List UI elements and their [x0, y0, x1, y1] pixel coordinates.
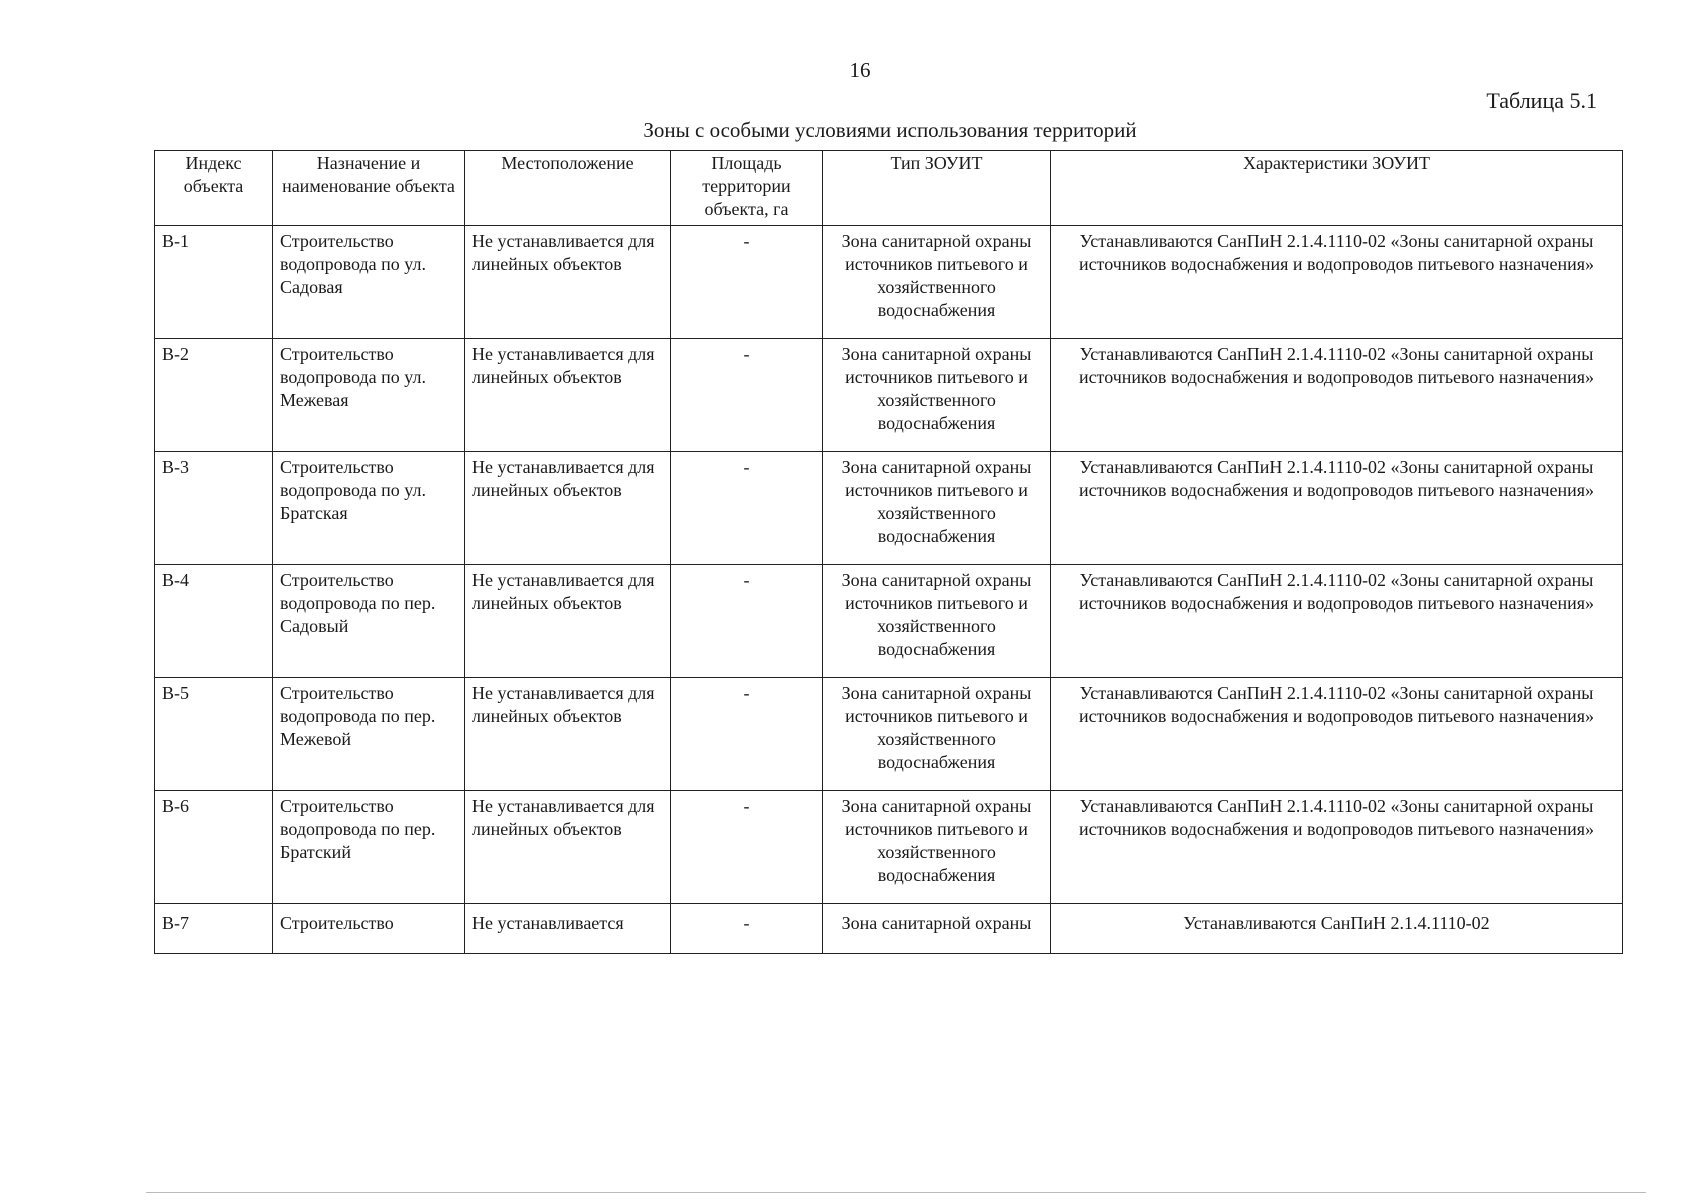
cell-name: Строительство водопровода по ул. Садовая [273, 226, 465, 339]
cell-location: Не устанавливается для линейных объектов [465, 791, 671, 904]
cell-name: Строительство водопровода по ул. Межевая [273, 339, 465, 452]
header-type: Тип ЗОУИТ [823, 151, 1051, 226]
cell-type: Зона санитарной охраны источников питьевого и хозяйственного водоснабжения [823, 565, 1051, 678]
cell-location: Не устанавливается для линейных объектов [465, 339, 671, 452]
cell-location: Не устанавливается для линейных объектов [465, 452, 671, 565]
table-row [155, 226, 1623, 339]
table-row [155, 339, 1623, 452]
cell-characteristics: Устанавливаются СанПиН 2.1.4.1110-02 [1051, 904, 1623, 954]
cell-area: - [671, 678, 823, 791]
cell-name: Строительство водопровода по пер. Братский [273, 791, 465, 904]
header-characteristics: Характеристики ЗОУИТ [1051, 151, 1623, 226]
cell-index: В-1 [155, 226, 273, 339]
table-row [155, 791, 1623, 904]
cell-characteristics: Устанавливаются СанПиН 2.1.4.1110-02 «Зоны санитарной охраны источников водоснабжения и водопроводов питьевого назначения» [1051, 452, 1623, 565]
cell-location: Не устанавливается для линейных объектов [465, 678, 671, 791]
cell-location: Не устанавливается [465, 904, 671, 954]
cell-area: - [671, 226, 823, 339]
cell-index: В-6 [155, 791, 273, 904]
cell-characteristics: Устанавливаются СанПиН 2.1.4.1110-02 «Зоны санитарной охраны источников водоснабжения и водопроводов питьевого назначения» [1051, 339, 1623, 452]
cell-index: В-2 [155, 339, 273, 452]
table-label: Таблица 5.1 [1486, 88, 1597, 113]
cell-area: - [671, 339, 823, 452]
header-row [155, 151, 1623, 226]
cell-index: В-4 [155, 565, 273, 678]
table-row [155, 565, 1623, 678]
cell-area: - [671, 791, 823, 904]
cell-index: В-3 [155, 452, 273, 565]
cell-type: Зона санитарной охраны источников питьевого и хозяйственного водоснабжения [823, 226, 1051, 339]
table-row [155, 452, 1623, 565]
cell-index: В-7 [155, 904, 273, 954]
cell-characteristics: Устанавливаются СанПиН 2.1.4.1110-02 «Зоны санитарной охраны источников водоснабжения и водопроводов питьевого назначения» [1051, 565, 1623, 678]
table-body [155, 226, 1623, 954]
header-area: Площадь территории объекта, га [671, 151, 823, 226]
cell-name: Строительство водопровода по пер. Садовый [273, 565, 465, 678]
cell-area: - [671, 565, 823, 678]
cell-area: - [671, 904, 823, 954]
zones-table [154, 150, 1623, 954]
cell-index: В-5 [155, 678, 273, 791]
header-location: Местоположение [465, 151, 671, 226]
table-header [155, 151, 1623, 226]
header-index: Индекс объекта [155, 151, 273, 226]
cell-type: Зона санитарной охраны источников питьевого и хозяйственного водоснабжения [823, 791, 1051, 904]
cell-type: Зона санитарной охраны источников питьевого и хозяйственного водоснабжения [823, 452, 1051, 565]
page-number: 16 [849, 58, 871, 82]
cell-location: Не устанавливается для линейных объектов [465, 565, 671, 678]
header-name: Назначение и наименование объекта [273, 151, 465, 226]
cell-characteristics: Устанавливаются СанПиН 2.1.4.1110-02 «Зоны санитарной охраны источников водоснабжения и водопроводов питьевого назначения» [1051, 791, 1623, 904]
cell-location: Не устанавливается для линейных объектов [465, 226, 671, 339]
cell-name: Строительство водопровода по пер. Межевой [273, 678, 465, 791]
cell-type: Зона санитарной охраны источников питьевого и хозяйственного водоснабжения [823, 678, 1051, 791]
table-row [155, 904, 1623, 954]
table-row [155, 678, 1623, 791]
cell-type: Зона санитарной охраны [823, 904, 1051, 954]
bottom-rule [146, 1192, 1646, 1193]
cell-name: Строительство водопровода по ул. Братская [273, 452, 465, 565]
cell-type: Зона санитарной охраны источников питьевого и хозяйственного водоснабжения [823, 339, 1051, 452]
cell-name: Строительство [273, 904, 465, 954]
table-title: Зоны с особыми условиями использования территорий [643, 118, 1137, 142]
cell-characteristics: Устанавливаются СанПиН 2.1.4.1110-02 «Зоны санитарной охраны источников водоснабжения и водопроводов питьевого назначения» [1051, 226, 1623, 339]
cell-characteristics: Устанавливаются СанПиН 2.1.4.1110-02 «Зоны санитарной охраны источников водоснабжения и водопроводов питьевого назначения» [1051, 678, 1623, 791]
cell-area: - [671, 452, 823, 565]
